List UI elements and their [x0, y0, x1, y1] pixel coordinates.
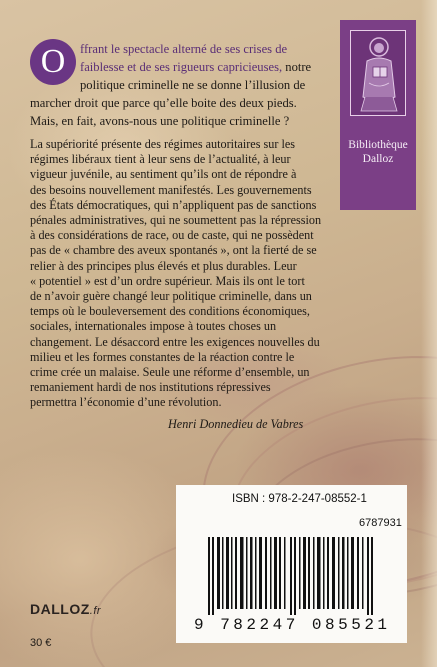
ean-reference: 6787931: [359, 517, 402, 529]
intro-line-1: ffrant le spectacle alterné de ses crises de: [80, 42, 288, 56]
intro-line-4: marcher droit que parce qu’elle boite des deux pieds.: [30, 96, 297, 110]
author-signature: Henri Donnedieu de Vabres: [168, 416, 304, 431]
saint-with-book-icon: [350, 30, 406, 116]
publisher-name: DALLOZ: [30, 601, 90, 617]
body-line: des États démocratiques, qui n’appliquent pas de sanctions: [30, 197, 317, 212]
body-line: pénales administratives, qui ne soumettent pas la répression: [30, 213, 322, 227]
intro-line-2: [80, 60, 311, 75]
body-line: changement. Le désaccord entre les exigences nouvelles du: [30, 334, 320, 349]
barcode-icon: [208, 537, 378, 615]
collection-title-line2: Dalloz: [362, 153, 394, 165]
collection-title: [340, 138, 416, 166]
body-line: permettra l’économie d’une révolution.: [30, 395, 222, 410]
body-line: des besoins nouvellement manifestés. Les gouvernements: [30, 182, 312, 197]
body-line: relier à des principes plus élevés et plus durables. Leur: [30, 258, 297, 273]
publisher-suffix: .fr: [89, 605, 102, 617]
intro-line-2-rest: notre: [282, 60, 312, 74]
body-line: milieu et les formes constantes de la réaction contre le: [30, 349, 295, 364]
intro-line-3: politique criminelle ne se donne l’illusion de: [80, 78, 306, 92]
price-label: 30 €: [30, 637, 52, 649]
body-line: pas de « chambre des aveux spontanés », ont la fierté de se: [30, 243, 317, 258]
body-line: La supériorité présente des régimes autoritaires sur les: [30, 137, 295, 151]
body-line: vigueur juvénile, au sentiment qu’ils ont de répondre à: [30, 167, 297, 182]
barcode-block: [176, 485, 407, 643]
collection-title-line1: Bibliothèque: [348, 139, 408, 151]
isbn-label: ISBN : 978-2-247-08552-1: [232, 493, 367, 505]
body-line: temps où le bouleversement des conditions économiques,: [30, 304, 310, 319]
body-line: à des considérations de race, ou de caste, qui ne possèdent: [30, 228, 314, 243]
body-line: remaniement hardi de nos institutions répressives: [30, 380, 271, 395]
intro-highlight: faiblesse et de ses rigueurs capricieuses,: [80, 60, 283, 74]
body-line: de n’avoir guère changé leur politique criminelle, dans un: [30, 289, 312, 303]
dropcap: O: [30, 39, 76, 85]
intro-line-5: Mais, en fait, avons-nous une politique criminelle ?: [30, 114, 290, 128]
body-line: « potentiel » est d’un ordre supérieur. Mais ils ont le tort: [30, 273, 305, 288]
ean-digits: 9 782247 085521: [194, 616, 391, 634]
spine-edge: [421, 0, 437, 667]
body-line: régimes libéraux tient à leur sens de l’actualité, à leur: [30, 152, 291, 167]
body-line: sociales, internationales impose à toutes choses un: [30, 319, 277, 334]
collection-emblem: [340, 20, 416, 210]
body-line: crime crée un malaise. Seule une réforme d’ensemble, un: [30, 365, 310, 379]
publisher-logo: [30, 601, 101, 617]
